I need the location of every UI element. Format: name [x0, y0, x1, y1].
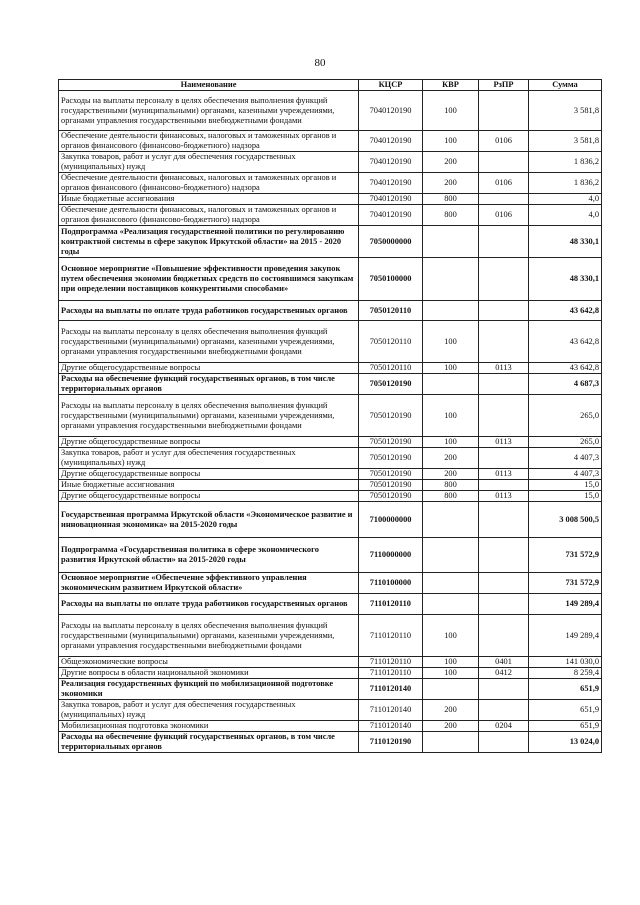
cell-rzpr: 0113: [479, 437, 529, 448]
cell-name: Расходы на обеспечение функций государственных органов, в том числе территориальных органов: [59, 374, 359, 395]
cell-kvr: [423, 679, 479, 700]
cell-name: Расходы на выплаты персоналу в целях обеспечения выполнения функций государственными (муниципальными) органами, казенными учреждениями, органами управления государственными внебюджетными фондами: [59, 321, 359, 363]
table-row: [59, 469, 602, 480]
cell-name: Другие общегосударственные вопросы: [59, 437, 359, 448]
cell-kvr: [423, 594, 479, 615]
cell-kcsr: 7110120190: [359, 732, 423, 753]
cell-rzpr: 0106: [479, 131, 529, 152]
header-sum: Сумма: [529, 80, 602, 91]
cell-kcsr: 7110120110: [359, 668, 423, 679]
table-row: [59, 657, 602, 668]
table-row: [59, 491, 602, 502]
cell-rzpr: [479, 374, 529, 395]
cell-rzpr: [479, 301, 529, 321]
cell-sum: 13 024,0: [529, 732, 602, 753]
cell-rzpr: 0106: [479, 205, 529, 226]
table-row: [59, 502, 602, 538]
cell-rzpr: [479, 732, 529, 753]
cell-kvr: 100: [423, 668, 479, 679]
header-kvr: КВР: [423, 80, 479, 91]
cell-kcsr: 7050120190: [359, 480, 423, 491]
cell-kcsr: 7040120190: [359, 205, 423, 226]
cell-sum: 3 581,8: [529, 91, 602, 131]
cell-name: Мобилизационная подготовка экономики: [59, 721, 359, 732]
cell-kcsr: 7040120190: [359, 131, 423, 152]
cell-kcsr: 7040120190: [359, 91, 423, 131]
cell-kvr: 100: [423, 657, 479, 668]
cell-rzpr: [479, 258, 529, 301]
header-row: [59, 80, 602, 91]
cell-name: Другие общегосударственные вопросы: [59, 469, 359, 480]
cell-rzpr: [479, 700, 529, 721]
cell-kvr: 200: [423, 700, 479, 721]
cell-kcsr: 7050120110: [359, 301, 423, 321]
table-header: [59, 80, 602, 91]
cell-kcsr: 7050120110: [359, 321, 423, 363]
cell-rzpr: [479, 395, 529, 437]
cell-kcsr: 7110120110: [359, 615, 423, 657]
cell-name: Другие вопросы в области национальной экономики: [59, 668, 359, 679]
cell-kvr: 800: [423, 205, 479, 226]
cell-kvr: [423, 732, 479, 753]
table-row: [59, 538, 602, 573]
cell-kvr: [423, 258, 479, 301]
cell-rzpr: 0412: [479, 668, 529, 679]
table-row: [59, 194, 602, 205]
cell-rzpr: [479, 573, 529, 594]
cell-rzpr: [479, 594, 529, 615]
table-row: [59, 131, 602, 152]
cell-rzpr: [479, 538, 529, 573]
cell-kcsr: 7110100000: [359, 573, 423, 594]
cell-rzpr: [479, 502, 529, 538]
table-row: [59, 668, 602, 679]
cell-sum: 651,9: [529, 679, 602, 700]
table-row: [59, 573, 602, 594]
table-row: [59, 301, 602, 321]
cell-name: Общеэкономические вопросы: [59, 657, 359, 668]
table-body: [59, 91, 602, 753]
cell-kcsr: 7100000000: [359, 502, 423, 538]
table-row: [59, 321, 602, 363]
cell-kcsr: 7110120140: [359, 721, 423, 732]
cell-kvr: [423, 301, 479, 321]
cell-rzpr: [479, 152, 529, 173]
cell-rzpr: [479, 226, 529, 258]
cell-kcsr: 7050120190: [359, 437, 423, 448]
table-row: [59, 700, 602, 721]
cell-rzpr: [479, 448, 529, 469]
cell-sum: 731 572,9: [529, 538, 602, 573]
cell-kvr: 200: [423, 152, 479, 173]
cell-kcsr: 7040120190: [359, 152, 423, 173]
cell-kvr: 100: [423, 91, 479, 131]
table-row: [59, 480, 602, 491]
cell-sum: 1 836,2: [529, 152, 602, 173]
table-row: [59, 91, 602, 131]
cell-kvr: [423, 374, 479, 395]
cell-kvr: [423, 573, 479, 594]
table-row: [59, 594, 602, 615]
cell-sum: 43 642,8: [529, 321, 602, 363]
cell-sum: 651,9: [529, 700, 602, 721]
cell-rzpr: [479, 194, 529, 205]
table-row: [59, 226, 602, 258]
cell-name: Закупка товаров, работ и услуг для обеспечения государственных (муниципальных) нужд: [59, 448, 359, 469]
cell-kvr: 100: [423, 615, 479, 657]
cell-name: Государственная программа Иркутской области «Экономическое развитие и инновационная экономика» на 2015-2020 годы: [59, 502, 359, 538]
table-row: [59, 205, 602, 226]
cell-name: Другие общегосударственные вопросы: [59, 363, 359, 374]
cell-sum: 149 289,4: [529, 615, 602, 657]
cell-sum: 1 836,2: [529, 173, 602, 194]
cell-kvr: 100: [423, 131, 479, 152]
cell-sum: 651,9: [529, 721, 602, 732]
cell-sum: 141 030,0: [529, 657, 602, 668]
cell-sum: 43 642,8: [529, 363, 602, 374]
cell-kcsr: 7050120110: [359, 363, 423, 374]
cell-sum: 4,0: [529, 205, 602, 226]
cell-kvr: 100: [423, 363, 479, 374]
cell-sum: 48 330,1: [529, 258, 602, 301]
cell-kcsr: 7110120140: [359, 700, 423, 721]
cell-kvr: 200: [423, 469, 479, 480]
cell-name: Расходы на выплаты персоналу в целях обеспечения выполнения функций государственными (муниципальными) органами, казенными учреждениями, органами управления государственными внебюджетными фондами: [59, 615, 359, 657]
cell-kcsr: 7110000000: [359, 538, 423, 573]
cell-name: Закупка товаров, работ и услуг для обеспечения государственных (муниципальных) нужд: [59, 152, 359, 173]
cell-name: Расходы на выплаты персоналу в целях обеспечения выполнения функций государственными (муниципальными) органами, казенными учреждениями, органами управления государственными внебюджетными фондами: [59, 395, 359, 437]
cell-name: Расходы на выплаты по оплате труда работников государственных органов: [59, 301, 359, 321]
cell-kvr: 800: [423, 480, 479, 491]
cell-kcsr: 7050100000: [359, 258, 423, 301]
cell-kcsr: 7110120140: [359, 679, 423, 700]
cell-rzpr: 0113: [479, 491, 529, 502]
cell-name: Основное мероприятие «Обеспечение эффективного управления экономическим развитием Иркутской области»: [59, 573, 359, 594]
cell-name: Другие общегосударственные вопросы: [59, 491, 359, 502]
cell-name: Обеспечение деятельности финансовых, налоговых и таможенных органов и органов финансового (финансово-бюджетного) надзора: [59, 173, 359, 194]
cell-kcsr: 7110120110: [359, 657, 423, 668]
cell-sum: 8 259,4: [529, 668, 602, 679]
cell-rzpr: [479, 321, 529, 363]
cell-sum: 15,0: [529, 491, 602, 502]
table-row: [59, 721, 602, 732]
cell-sum: 265,0: [529, 437, 602, 448]
table-row: [59, 732, 602, 753]
cell-sum: 15,0: [529, 480, 602, 491]
budget-table: [58, 79, 602, 753]
cell-kvr: 100: [423, 437, 479, 448]
cell-sum: 731 572,9: [529, 573, 602, 594]
cell-kvr: 200: [423, 448, 479, 469]
cell-sum: 4 407,3: [529, 448, 602, 469]
table-row: [59, 258, 602, 301]
cell-sum: 265,0: [529, 395, 602, 437]
cell-name: Иные бюджетные ассигнования: [59, 194, 359, 205]
table-row: [59, 448, 602, 469]
cell-kvr: 200: [423, 721, 479, 732]
cell-kcsr: 7050000000: [359, 226, 423, 258]
cell-sum: 4,0: [529, 194, 602, 205]
cell-sum: 3 581,8: [529, 131, 602, 152]
cell-sum: 4 687,3: [529, 374, 602, 395]
cell-sum: 48 330,1: [529, 226, 602, 258]
cell-kcsr: 7040120190: [359, 173, 423, 194]
table-row: [59, 679, 602, 700]
table-row: [59, 363, 602, 374]
cell-name: Реализация государственных функций по мобилизационной подготовке экономики: [59, 679, 359, 700]
cell-kvr: 100: [423, 395, 479, 437]
cell-rzpr: 0113: [479, 469, 529, 480]
cell-name: Обеспечение деятельности финансовых, налоговых и таможенных органов и органов финансового (финансово-бюджетного) надзора: [59, 131, 359, 152]
cell-name: Расходы на выплаты по оплате труда работников государственных органов: [59, 594, 359, 615]
cell-rzpr: [479, 480, 529, 491]
cell-kvr: 200: [423, 173, 479, 194]
cell-name: Обеспечение деятельности финансовых, налоговых и таможенных органов и органов финансового (финансово-бюджетного) надзора: [59, 205, 359, 226]
cell-kvr: [423, 502, 479, 538]
cell-kvr: [423, 226, 479, 258]
cell-kvr: 800: [423, 194, 479, 205]
cell-sum: 43 642,8: [529, 301, 602, 321]
header-kcsr: КЦСР: [359, 80, 423, 91]
cell-name: Подпрограмма «Реализация государственной политики по регулированию контрактной системы в сфере закупок Иркутской области» на 2015 - 2020 годы: [59, 226, 359, 258]
cell-kcsr: 7050120190: [359, 395, 423, 437]
cell-kvr: 100: [423, 321, 479, 363]
cell-rzpr: 0106: [479, 173, 529, 194]
cell-kcsr: 7110120110: [359, 594, 423, 615]
table-row: [59, 374, 602, 395]
header-name: Наименование: [59, 80, 359, 91]
cell-kcsr: 7050120190: [359, 374, 423, 395]
table-row: [59, 395, 602, 437]
cell-name: Закупка товаров, работ и услуг для обеспечения государственных (муниципальных) нужд: [59, 700, 359, 721]
cell-sum: 4 407,3: [529, 469, 602, 480]
cell-name: Расходы на выплаты персоналу в целях обеспечения выполнения функций государственными (муниципальными) органами, казенными учреждениями, органами управления государственными внебюджетными фондами: [59, 91, 359, 131]
cell-kcsr: 7040120190: [359, 194, 423, 205]
cell-kcsr: 7050120190: [359, 448, 423, 469]
cell-kvr: [423, 538, 479, 573]
header-rzpr: РзПР: [479, 80, 529, 91]
cell-sum: 149 289,4: [529, 594, 602, 615]
table-row: [59, 437, 602, 448]
cell-name: Иные бюджетные ассигнования: [59, 480, 359, 491]
cell-rzpr: 0401: [479, 657, 529, 668]
cell-rzpr: [479, 679, 529, 700]
cell-kcsr: 7050120190: [359, 491, 423, 502]
table-row: [59, 173, 602, 194]
cell-name: Расходы на обеспечение функций государственных органов, в том числе территориальных органов: [59, 732, 359, 753]
page-number: 80: [314, 57, 326, 69]
table-row: [59, 615, 602, 657]
cell-rzpr: 0204: [479, 721, 529, 732]
cell-sum: 3 008 500,5: [529, 502, 602, 538]
table-row: [59, 152, 602, 173]
cell-name: Основное мероприятие «Повышение эффективности проведения закупок путем обеспечения экономии бюджетных средств по состоявшимся закупкам при определении поставщиков конкурентными способами»: [59, 258, 359, 301]
cell-name: Подпрограмма «Государственная политика в сфере экономического развития Иркутской области» на 2015-2020 годы: [59, 538, 359, 573]
cell-kcsr: 7050120190: [359, 469, 423, 480]
cell-kvr: 800: [423, 491, 479, 502]
cell-rzpr: [479, 615, 529, 657]
cell-rzpr: [479, 91, 529, 131]
cell-rzpr: 0113: [479, 363, 529, 374]
